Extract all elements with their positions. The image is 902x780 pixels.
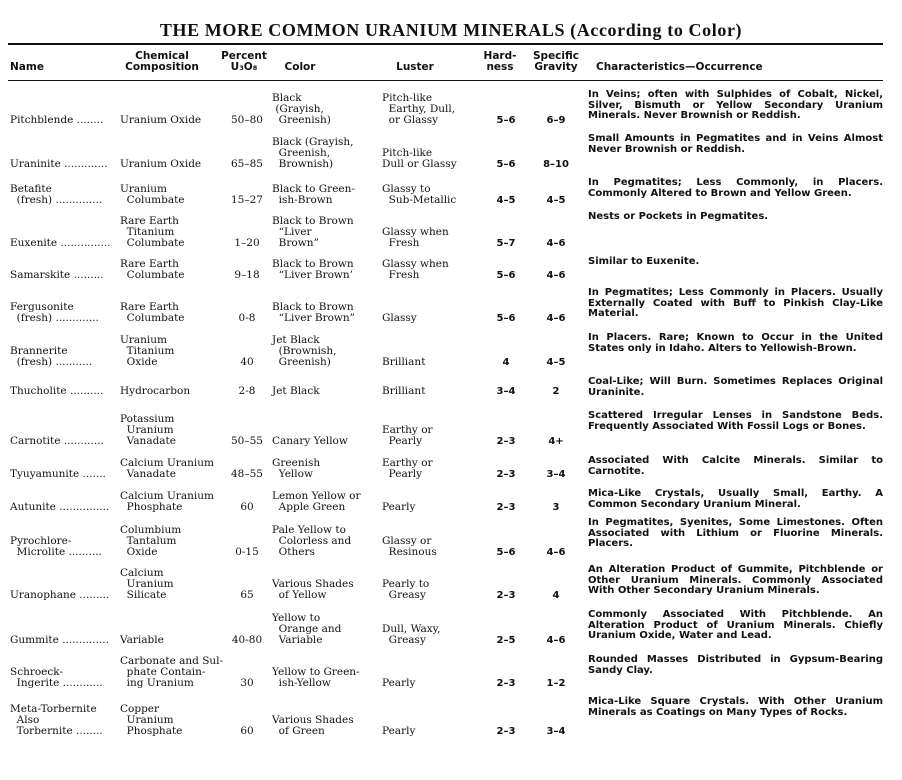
percent-u3o8: 50–55 [231,435,263,447]
characteristics-occurrence: Rounded Masses Distributed in Gypsum-Bearing Sandy Clay. [588,654,883,676]
specific-gravity: 3 [552,502,560,513]
mineral-luster: Earthy or Pearly [382,424,433,447]
mineral-name: Euxenite ............... [10,237,111,249]
mineral-name: Gummite .............. [10,634,109,646]
characteristics-occurrence: In Pegmatites; Less Commonly, in Placers. Commonly Altered to Brown and Yellow Green. [588,177,883,199]
chemical-composition: Copper Uranium Phosphate [120,703,183,737]
table-row [0,610,902,646]
hardness: 4 [502,357,510,368]
characteristics-occurrence: Mica-Like Square Crystals. With Other Uranium Minerals as Coatings on Many Types of Rocks. [588,696,883,718]
chemical-composition: Uranium Columbate [120,183,185,206]
hardness: 5–6 [496,159,516,170]
percent-u3o8: 65–85 [231,158,263,170]
specific-gravity: 2 [552,386,560,397]
characteristics-occurrence: Associated With Calcite Minerals. Similar to Carnotite. [588,455,883,477]
percent-u3o8: 0-15 [235,546,259,558]
mineral-color: Black to Brown “Liver Brown” [272,215,354,249]
characteristics-occurrence: Similar to Euxenite. [588,256,700,267]
specific-gravity: 4–6 [546,238,566,249]
table-row [0,697,902,737]
mineral-color: Black to Green- ish-Brown [272,183,355,206]
mineral-luster: Pearly [382,501,416,513]
mineral-luster: Pearly [382,725,416,737]
mineral-luster: Glassy when Fresh [382,258,449,281]
mineral-color: Black (Grayish, Greenish, Brownish) [272,136,354,170]
hardness: 2–3 [496,590,516,601]
characteristics-occurrence: Small Amounts in Pegmatites and in Veins Almost Never Brownish or Reddish. [588,133,883,155]
header-luster: Luster [396,61,434,73]
characteristics-occurrence: Nests or Pockets in Pegmatites. [588,211,769,222]
mineral-name: Uranophane ......... [10,589,110,601]
mineral-name: Fergusonite (fresh) ............. [10,301,99,324]
table-row [0,518,902,558]
table-row [0,565,902,601]
mineral-color: Black to Brown “Liver Brown’ [272,258,354,281]
table-row [0,489,902,513]
table-row [0,456,902,480]
table-row [0,655,902,689]
characteristics-occurrence: Mica-Like Crystals, Usually Small, Earthy. A Common Secondary Uranium Mineral. [588,488,883,510]
chemical-composition: Rare Earth Titanium Columbate [120,215,185,249]
mineral-color: Black (Grayish, Greenish) [272,92,331,126]
hardness: 5–6 [496,547,516,558]
header-percent: Percent U₃O₈ [221,50,267,73]
mineral-name: Pyrochlore- Microlite .......... [10,535,102,558]
chemical-composition: Rare Earth Columbate [120,301,185,324]
mineral-luster: Glassy when Fresh [382,226,449,249]
hardness: 5–7 [496,238,516,249]
header-composition: Chemical Composition [125,50,199,73]
mineral-name: Uraninite ............. [10,158,108,170]
hardness: 4–5 [496,195,516,206]
chemical-composition: Calcium Uranium Vanadate [120,457,214,480]
characteristics-occurrence: Commonly Associated With Pitchblende. An Alteration Product of Uranium Minerals. Chiefly Uranium Oxide, Water and Lead. [588,609,883,642]
percent-u3o8: 60 [240,501,254,513]
mineral-luster: Glassy [382,312,417,324]
hardness: 3–4 [496,386,516,397]
mineral-name: Samarskite ......... [10,269,104,281]
mineral-name: Meta-Torbernite Also Torbernite ........ [10,703,103,737]
specific-gravity: 4–6 [546,547,566,558]
hardness: 2–3 [496,469,516,480]
table-row [0,90,902,126]
hardness: 2–3 [496,678,516,689]
chemical-composition: Calcium Uranium Silicate [120,567,174,601]
mineral-color: Black to Brown “Liver Brown” [272,301,356,324]
table-row [0,178,902,206]
specific-gravity: 3–4 [546,469,566,480]
percent-u3o8: 48–55 [231,468,263,480]
mineral-color: Jet Black [272,385,320,397]
characteristics-occurrence: An Alteration Product of Gummite, Pitchblende or Other Uranium Minerals. Commonly Associated With Other Secondary Uranium Minerals. [588,564,883,597]
characteristics-occurrence: Scattered Irregular Lenses in Sandstone Beds. Frequently Associated With Fossil Logs or Bones. [588,410,883,432]
chemical-composition: Variable [120,634,164,646]
mineral-luster: Pitch-like Dull or Glassy [382,147,457,170]
mineral-name: Tyuyamunite ....... [10,468,106,480]
hardness: 2–3 [496,502,516,513]
percent-u3o8: 9–18 [234,269,260,281]
table-row [0,411,902,447]
table-row [0,134,902,170]
mineral-name: Autunite ............... [10,501,110,513]
hardness: 2–3 [496,726,516,737]
chemical-composition: Rare Earth Columbate [120,258,185,281]
specific-gravity: 4–5 [546,357,566,368]
hardness: 2–5 [496,635,516,646]
mineral-luster: Pearly to Greasy [382,578,430,601]
page-title: THE MORE COMMON URANIUM MINERALS (According to Color) [159,20,743,40]
mineral-color: Lemon Yellow or Apple Green [272,490,361,513]
chemical-composition: Uranium Oxide [120,114,202,126]
characteristics-occurrence: In Pegmatites; Less Commonly in Placers. Usually Externally Coated with Buff to Pinkish Clay-Like Material. [588,287,883,320]
mineral-color: Yellow to Orange and Variable [272,612,342,646]
mineral-luster: Pitch-like Earthy, Dull, or Glassy [382,92,456,126]
mineral-name: Thucholite .......... [10,385,104,397]
percent-u3o8: 30 [240,677,254,689]
specific-gravity: 4–5 [546,195,566,206]
chemical-composition: Hydrocarbon [120,385,191,397]
header-rule [8,80,883,81]
table-row [0,288,902,324]
percent-u3o8: 2-8 [238,385,256,397]
characteristics-occurrence: In Veins; often with Sulphides of Cobalt, Nickel, Silver, Bismuth or Yellow Secondary Uranium Minerals. Never Brownish or Reddish. [588,89,883,122]
mineral-color: Canary Yellow [272,435,348,447]
chemical-composition: Calcium Uranium Phosphate [120,490,214,513]
specific-gravity: 3–4 [546,726,566,737]
characteristics-occurrence: In Placers. Rare; Known to Occur in the United States only in Idaho. Alters to Yellowish-Brown. [588,332,883,354]
table-row [0,212,902,249]
percent-u3o8: 50–80 [231,114,263,126]
mineral-color: Yellow to Green- ish-Yellow [272,666,360,689]
header-name: Name [10,61,44,73]
mineral-name: Schroeck- Ingerite ............ [10,666,103,689]
hardness: 5–6 [496,115,516,126]
hardness: 5–6 [496,270,516,281]
specific-gravity: 6–9 [546,115,566,126]
mineral-luster: Pearly [382,677,416,689]
percent-u3o8: 0-8 [238,312,256,324]
chemical-composition: Columbium Tantalum Oxide [120,524,182,558]
mineral-luster: Glassy to Sub-Metallic [382,183,457,206]
hardness: 5–6 [496,313,516,324]
specific-gravity: 1–2 [546,678,566,689]
chemical-composition: Uranium Oxide [120,158,202,170]
hardness: 2–3 [496,436,516,447]
specific-gravity: 4–6 [546,313,566,324]
specific-gravity: 4–6 [546,270,566,281]
mineral-luster: Glassy or Resinous [382,535,437,558]
chemical-composition: Uranium Titanium Oxide [120,334,175,368]
header-color: Color [284,61,316,73]
percent-u3o8: 40 [240,356,254,368]
percent-u3o8: 65 [240,589,254,601]
mineral-luster: Earthy or Pearly [382,457,433,480]
mineral-luster: Dull, Waxy, Greasy [382,623,441,646]
top-rule [8,43,883,45]
specific-gravity: 4–6 [546,635,566,646]
percent-u3o8: 15–27 [231,194,263,206]
mineral-color: Pale Yellow to Colorless and Others [272,524,352,558]
percent-u3o8: 60 [240,725,254,737]
chemical-composition: Carbonate and Sul- phate Contain- ing Uranium [120,655,224,689]
mineral-color: Greenish Yellow [272,457,321,480]
mineral-name: Pitchblende ........ [10,114,104,126]
table-row [0,257,902,281]
mineral-color: Various Shades of Yellow [272,578,354,601]
percent-u3o8: 40-80 [231,634,263,646]
specific-gravity: 4 [552,590,560,601]
mineral-color: Jet Black (Brownish, Greenish) [272,334,337,368]
header-gravity: Specific Gravity [532,50,580,73]
mineral-name: Betafite (fresh) .............. [10,183,103,206]
mineral-luster: Brilliant [382,356,426,368]
header-hardness: Hard- ness [483,50,517,73]
header-characteristics: Characteristics—Occurrence [596,61,763,73]
mineral-name: Brannerite (fresh) ........... [10,345,93,368]
table-row [0,333,902,368]
mineral-name: Carnotite ............ [10,435,104,447]
mineral-color: Various Shades of Green [272,714,354,737]
specific-gravity: 4+ [548,436,564,447]
percent-u3o8: 1–20 [234,237,260,249]
chemical-composition: Potassium Uranium Vanadate [120,413,176,447]
characteristics-occurrence: In Pegmatites, Syenites, Some Limestones. Often Associated with Lithium or Fluorine Minerals. Placers. [588,517,883,550]
table-row [0,377,902,397]
specific-gravity: 8–10 [543,159,569,170]
characteristics-occurrence: Coal-Like; Will Burn. Sometimes Replaces Original Uraninite. [588,376,883,398]
mineral-luster: Brilliant [382,385,426,397]
